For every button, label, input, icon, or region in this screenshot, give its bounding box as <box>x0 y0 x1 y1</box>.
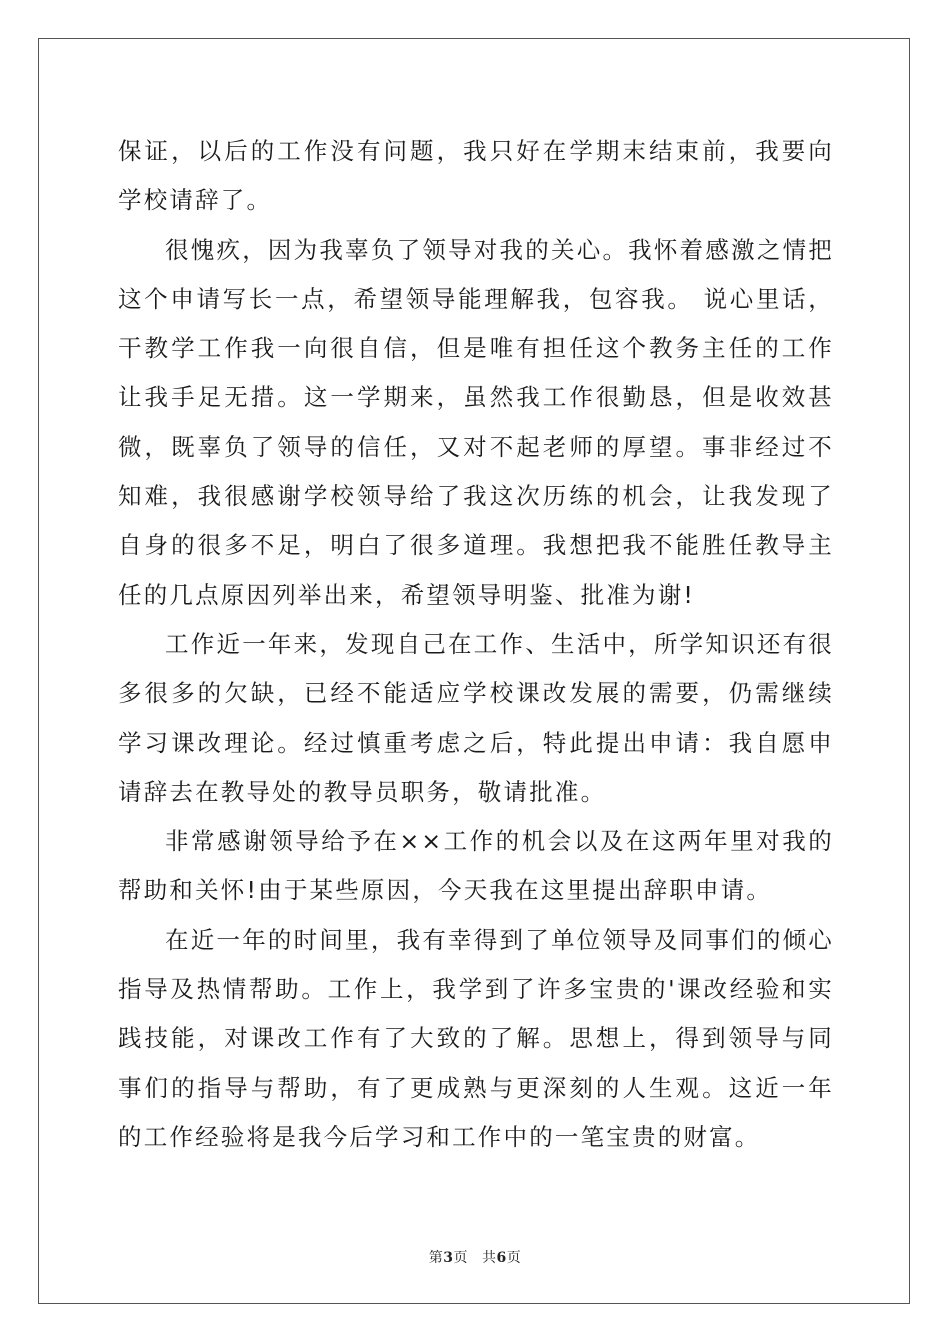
paragraph-1: 保证，以后的工作没有问题，我只好在学期末结束前，我要向学校请辞了。 <box>118 137 834 215</box>
page-suffix: 页 <box>453 1250 468 1266</box>
paragraph-5: 在近一年的时间里，我有幸得到了单位领导及同事们的倾心指导及热情帮助。工作上，我学到了许多宝贵的'课改经验和实践技能，对课改工作有了大致的了解。思想上，得到领导与同事们的指导与帮助，有了更成熟与更深刻的人生观。这近一年的工作经验将是我今后学习和工作中的一笔宝贵的财富。 <box>118 925 834 1151</box>
paragraph-2: 很愧疚，因为我辜负了领导对我的关心。我怀着感激之情把这个申请写长一点，希望领导能理解我，包容我。 说心里话，干教学工作我一向很自信，但是唯有担任这个教务主任的工作让我手足无措。这一学期来，虽然我工作很勤恳，但是收效甚微，既辜负了领导的信任，又对不起老师的厚望。事非经过不知难，我很感谢学校领导给了我这次历练的机会，让我发现了自身的很多不足，明白了很多道理。我想把我不能胜任教导主任的几点原因列举出来，希望领导明鉴、批准为谢! <box>118 235 834 609</box>
page-prefix: 第 <box>428 1250 444 1266</box>
total-suffix: 页 <box>506 1250 522 1266</box>
paragraph-4: 非常感谢领导给予在××工作的机会以及在这两年里对我的帮助和关怀!由于某些原因，今天我在这里提出辞职申请。 <box>118 827 834 905</box>
page-footer <box>0 1247 950 1267</box>
total-prefix: 共 <box>482 1250 497 1266</box>
current-page-number: 3 <box>443 1250 454 1266</box>
total-pages-number: 6 <box>496 1250 507 1266</box>
paragraph-3: 工作近一年来，发现自己在工作、生活中，所学知识还有很多很多的欠缺，已经不能适应学校课改发展的需要，仍需继续学习课改理论。经过慎重考虑之后，特此提出申请：我自愿申请辞去在教导处的教导员职务，敬请批准。 <box>118 629 834 806</box>
document-body <box>118 127 834 1162</box>
